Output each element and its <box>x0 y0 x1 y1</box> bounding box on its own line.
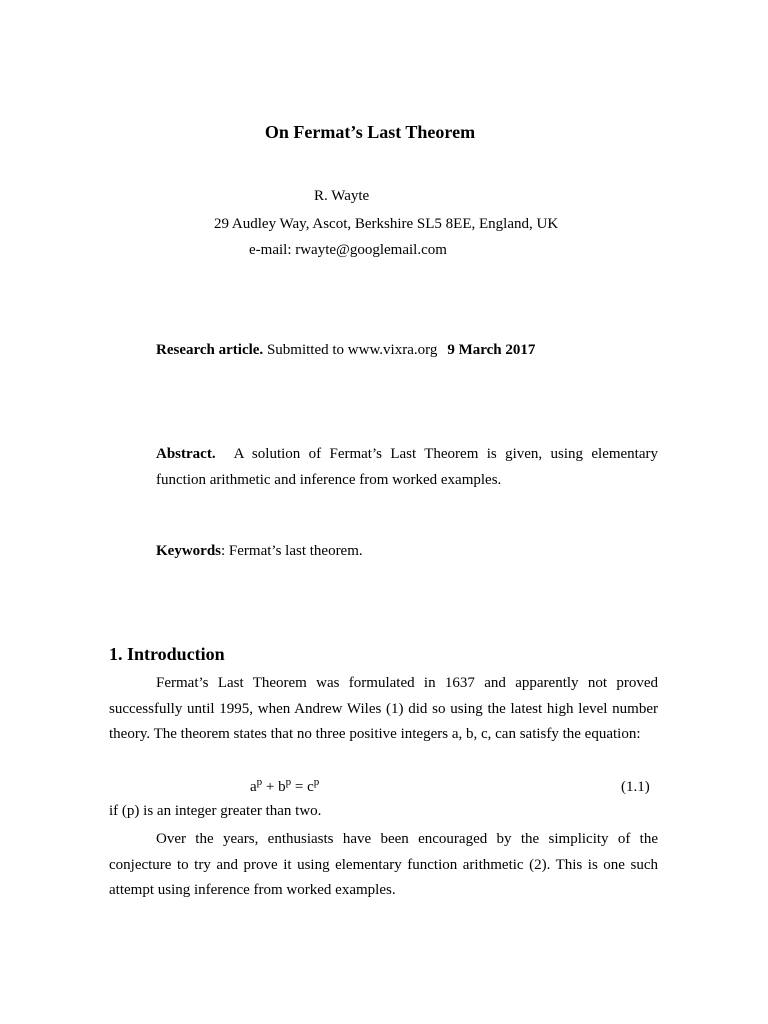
abstract <box>156 441 658 493</box>
keywords <box>156 543 363 560</box>
abstract-text: A solution of Fermat’s Last Theorem is given, using elementary function arithmetic and inference from worked examples. <box>156 446 658 488</box>
submission-date: 9 March 2017 <box>447 342 536 358</box>
equation-1-1 <box>250 776 319 796</box>
intro-paragraph-2 <box>109 827 658 904</box>
author-address: 29 Audley Way, Ascot, Berkshire SL5 8EE, England, UK <box>214 216 559 232</box>
abstract-label: Abstract. <box>156 446 216 462</box>
equation-condition-text: if (p) is an integer greater than two. <box>109 803 322 819</box>
intro-paragraph-2-text: Over the years, enthusiasts have been encouraged by the simplicity of the conjecture to try and prove it using elementary function arithmetic (2). This is one such attempt using inference from worked examples. <box>109 831 658 898</box>
equation-equals: = <box>291 779 308 795</box>
equation-term-b: b <box>278 779 286 795</box>
equation-plus: + <box>262 779 279 795</box>
research-article-line <box>156 342 535 359</box>
author-name: R. Wayte <box>314 188 370 204</box>
keywords-label: Keywords <box>156 543 221 559</box>
intro-paragraph-1 <box>109 671 658 748</box>
equation-exponent-c: p <box>313 776 320 788</box>
keywords-text: : Fermat’s last theorem. <box>221 543 363 559</box>
equation-term-a: a <box>250 779 257 795</box>
equation-exponent-a: p <box>256 776 263 788</box>
author-email: e-mail: rwayte@googlemail.com <box>249 242 447 258</box>
research-article-text: Submitted to www.vixra.org <box>263 342 438 358</box>
equation-term-c: c <box>307 779 314 795</box>
section-heading-introduction: 1. Introduction <box>109 644 225 664</box>
paper-title: On Fermat’s Last Theorem <box>264 122 476 142</box>
equation-exponent-b: p <box>285 776 292 788</box>
intro-paragraph-1-text: Fermat’s Last Theorem was formulated in 1637 and apparently not proved successfully until 1995, when Andrew Wiles (1) did so using the latest high level number theory. The theorem states that no three positive integers a, b, c, can satisfy the equation: <box>109 675 658 742</box>
equation-number: (1.1) <box>621 779 650 795</box>
research-article-label: Research article. <box>156 342 264 358</box>
